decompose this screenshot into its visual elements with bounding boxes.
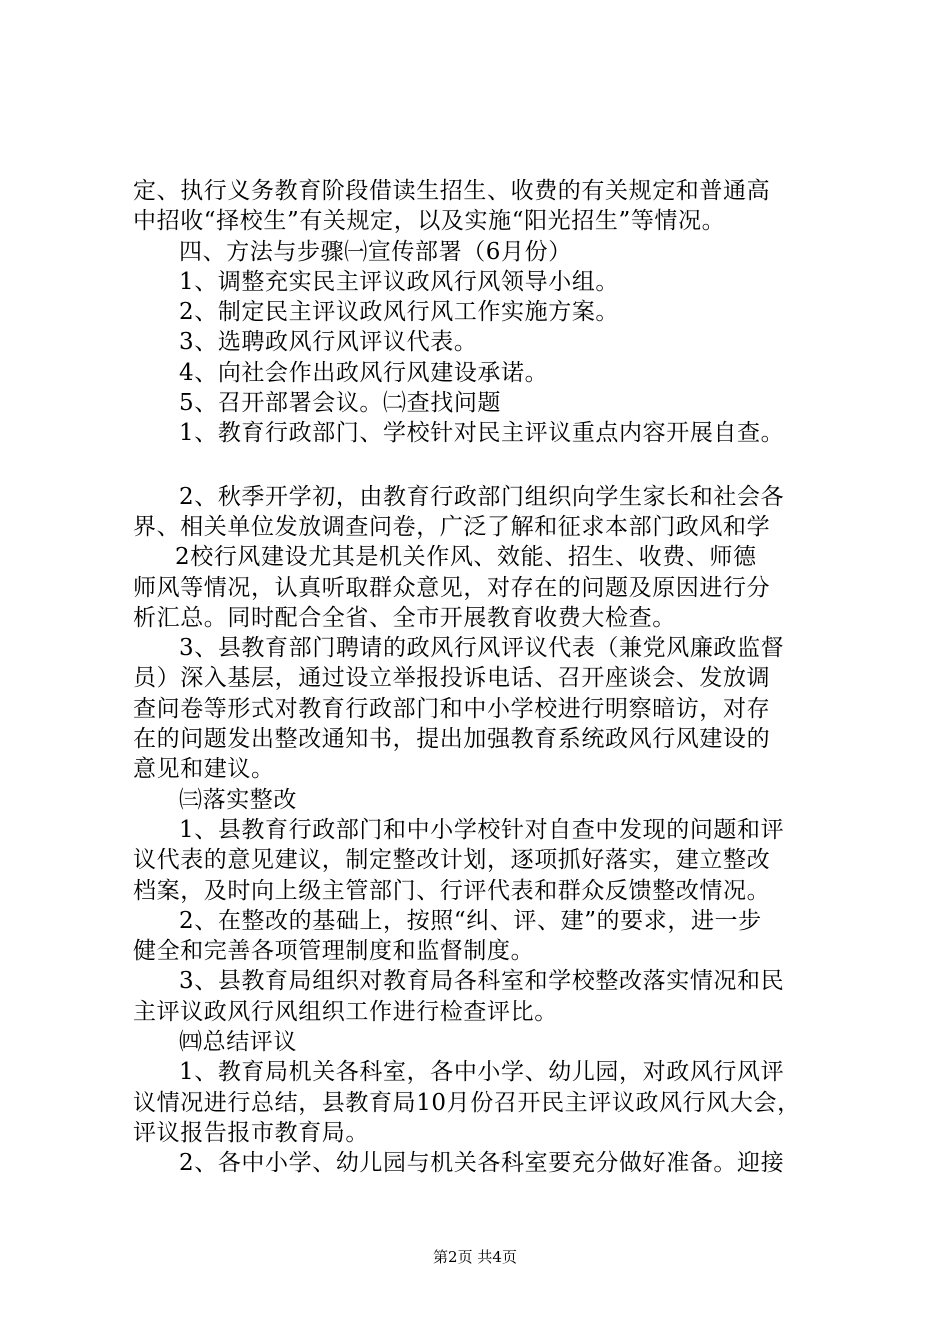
text-line: 3、选聘政风行风评议代表。 xyxy=(179,329,478,356)
text-line: 2、在整改的基础上，按照“纠、评、建”的要求，进一步 xyxy=(179,907,762,934)
text-line: 员）深入基层，通过设立举报投诉电话、召开座谈会、发放调 xyxy=(133,665,771,692)
page-number: 2 xyxy=(448,1248,458,1266)
text-line: 3、县教育局组织对教育局各科室和学校整改落实情况和民 xyxy=(179,968,785,995)
text-line: 2、制定民主评议政风行风工作实施方案。 xyxy=(179,299,620,326)
paragraph-gap xyxy=(133,449,823,482)
text-line: 2校行风建设尤其是机关作风、效能、招生、收费、师德 xyxy=(175,544,757,571)
text-line: 1、调整充实民主评议政风行风领导小组。 xyxy=(179,268,620,295)
text-line: 2、秋季开学初，由教育行政部门组织向学生家长和社会各 xyxy=(179,483,785,510)
text-line: 议情况进行总结，县教育局10月份召开民主评议政风行风大会， xyxy=(133,1089,801,1116)
text-line: 1、教育行政部门、学校针对民主评议重点内容开展自查。 xyxy=(179,420,785,447)
text-line: 查问卷等形式对教育行政部门和中小学校进行明察暗访，对存 xyxy=(133,695,771,722)
text-line: 议代表的意见建议，制定整改计划，逐项抓好落实，建立整改 xyxy=(133,847,771,874)
text-line: 师风等情况，认真听取群众意见，对存在的问题及原因进行分 xyxy=(133,574,771,601)
text-line: 析汇总。同时配合全省、全市开展教育收费大检查。 xyxy=(133,604,676,631)
text-line: 中招收“择校生”有关规定，以及实施“阳光招生”等情况。 xyxy=(133,208,726,235)
total-number: 4 xyxy=(492,1248,502,1266)
text-line: 4、向社会作出政风行风建设承诺。 xyxy=(179,359,549,386)
section-heading: 四、方法与步骤㈠宣传部署（6月份） xyxy=(179,238,572,265)
text-line: 5、召开部署会议。㈡查找问题 xyxy=(179,390,502,417)
total-label: 共 xyxy=(477,1248,493,1266)
page-label: 第 xyxy=(433,1248,449,1266)
document-body xyxy=(133,176,823,1179)
section-heading: ㈣总结评议 xyxy=(179,1029,297,1056)
text-line: 定、执行义务教育阶段借读生招生、收费的有关规定和普通高 xyxy=(133,178,771,204)
page-unit: 页 xyxy=(457,1248,473,1266)
text-line: 意见和建议。 xyxy=(133,756,275,783)
total-unit: 页 xyxy=(501,1248,517,1266)
text-line: 主评议政风行风组织工作进行检查评比。 xyxy=(133,998,558,1025)
text-line: 2、各中小学、幼儿园与机关各科室要充分做好准备。迎接 xyxy=(179,1150,785,1177)
text-line: 档案，及时向上级主管部门、行评代表和群众反馈整改情况。 xyxy=(133,877,771,904)
text-line: 评议报告报市教育局。 xyxy=(133,1119,369,1146)
text-line: 3、县教育部门聘请的政风行风评议代表（兼党风廉政监督 xyxy=(179,635,785,662)
text-line: 1、教育局机关各科室，各中小学、幼儿园，对政风行风评 xyxy=(179,1059,785,1086)
text-line: 1、县教育行政部门和中小学校针对自查中发现的问题和评 xyxy=(179,816,785,843)
text-line: 健全和完善各项管理制度和监督制度。 xyxy=(133,938,535,965)
text-line: 界、相关单位发放调查问卷，广泛了解和征求本部门政风和学 xyxy=(133,513,771,540)
section-heading: ㈢落实整改 xyxy=(179,786,297,813)
text-line: 在的问题发出整改通知书，提出加强教育系统政风行风建设的 xyxy=(133,726,771,753)
page-footer xyxy=(0,1247,950,1267)
